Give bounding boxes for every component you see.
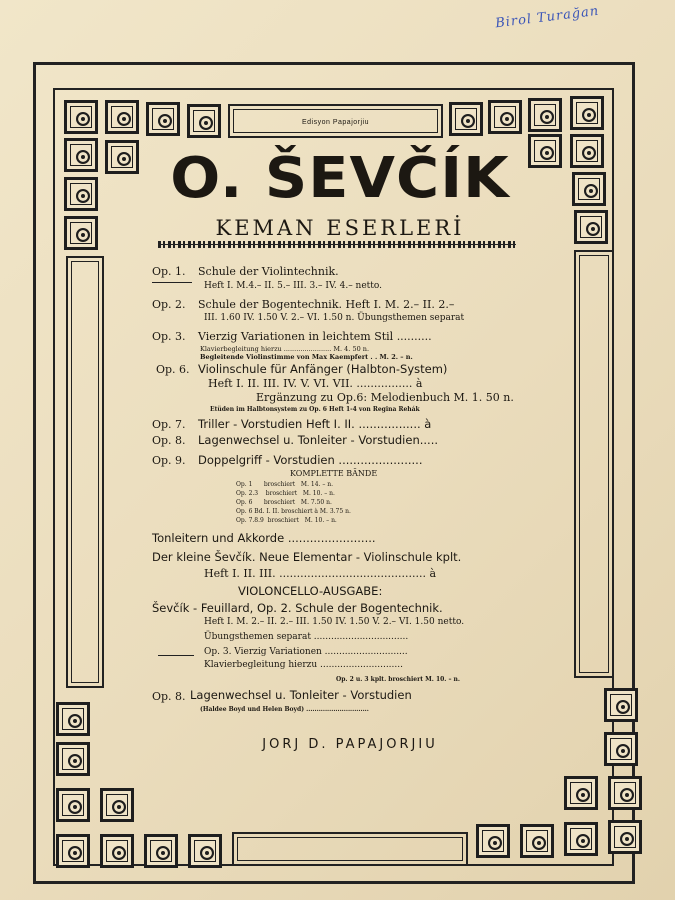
side-bar-left	[66, 256, 104, 688]
work-title: Der kleine Ševčík. Neue Elementar - Violinschule kplt.	[152, 550, 462, 564]
opus-number: Op. 7.	[152, 418, 186, 431]
ornament-tile	[56, 834, 90, 868]
composer-name: O. ŠEVČÍK	[170, 146, 510, 211]
handwritten-signature: Birol Turağan	[494, 3, 601, 32]
opus-title: Vierzig Variationen in leichtem Stil ..........	[198, 330, 432, 343]
ornament-tile	[476, 824, 510, 858]
opus-number: Op. 8.	[152, 690, 186, 703]
dash-rule	[158, 655, 194, 656]
ornament-tile	[188, 834, 222, 868]
ornament-tile	[56, 788, 90, 822]
opus-title: Schule der Violintechnik.	[198, 265, 339, 278]
ornament-tile	[105, 100, 139, 134]
opus-number: Op. 8.	[152, 434, 186, 447]
komplette-item: Op. 1 broschiert M. 14. – n.	[236, 481, 334, 488]
opus-number: Op. 2.	[152, 298, 186, 311]
bottom-bar	[232, 832, 468, 866]
opus-hefts: Heft I. II. III. .......................................... à	[204, 567, 437, 580]
opus-number: Op. 9.	[152, 454, 186, 467]
opus-title: Schule der Bogentechnik. Heft I. M. 2.– II. 2.–	[198, 298, 455, 311]
edition-label-box	[228, 104, 443, 138]
opus-number: Op. 3.	[152, 330, 186, 343]
ornament-tile	[100, 834, 134, 868]
section-heading: VIOLONCELLO-AUSGABE:	[238, 584, 383, 598]
opus-detail: Klavierbegleitung hierzu ....................... M. 4. 50 n.	[200, 345, 370, 353]
ornament-tile	[574, 210, 608, 244]
ornament-tile	[146, 102, 180, 136]
komplette-heading: KOMPLETTE BÄNDE	[290, 469, 378, 478]
opus-detail: (Haldee Boyd und Helen Boyd) ..............................	[200, 706, 369, 713]
opus-title: Lagenwechsel u. Tonleiter - Vorstudien	[190, 688, 412, 702]
opus-detail: Begleitende Violinstimme von Max Kaempfert . . M. 2. – n.	[200, 353, 413, 361]
komplette-item: Op. 2.3 broschiert M. 10. – n.	[236, 490, 335, 497]
komplette-item: Op. 7.8.9 broschiert M. 10. – n.	[236, 517, 337, 524]
ornament-tile	[488, 100, 522, 134]
subtitle: KEMAN ESERLERİ	[215, 216, 465, 240]
publisher-name: JORJ D. PAPAJORJIU	[262, 737, 438, 752]
ornament-rule	[158, 241, 516, 248]
side-bar-right	[574, 250, 614, 678]
opus-title: Violinschule für Anfänger (Halbton-System)	[198, 362, 448, 376]
ornament-tile	[520, 824, 554, 858]
underline-rule	[152, 282, 192, 283]
ornament-tile	[449, 102, 483, 136]
work-title: Ševčík - Feuillard, Op. 2. Schule der Bogentechnik.	[152, 601, 443, 615]
ornament-tile	[604, 732, 638, 766]
opus-detail: Ergänzung zu Op.6: Melodienbuch M. 1. 50 n.	[256, 391, 514, 404]
opus-detail: Übungsthemen separat .................................	[204, 632, 409, 642]
ornament-tile	[528, 98, 562, 132]
ornament-tile	[187, 104, 221, 138]
ornament-tile	[570, 134, 604, 168]
opus-hefts: Heft I. II. III. IV. V. VI. VII. ................ à	[208, 377, 423, 390]
ornament-tile	[105, 140, 139, 174]
opus-hefts: III. 1.60 IV. 1.50 V. 2.– VI. 1.50 n. Übungsthemen separat	[204, 313, 465, 323]
ornament-tile	[570, 96, 604, 130]
opus-detail: Klavierbegleitung hierzu .............................	[204, 660, 403, 670]
edition-label: Edisyon Papajorjiu	[302, 119, 369, 126]
opus-title: Lagenwechsel u. Tonleiter - Vorstudien.....	[198, 433, 439, 447]
ornament-tile	[64, 100, 98, 134]
ornament-tile	[100, 788, 134, 822]
ornament-tile	[64, 177, 98, 211]
ornament-tile	[564, 776, 598, 810]
ornament-tile	[56, 702, 90, 736]
opus-title: Triller - Vorstudien Heft I. II. ................. à	[198, 417, 432, 431]
ornament-tile	[144, 834, 178, 868]
ornament-tile	[608, 776, 642, 810]
opus-number: Op. 1.	[152, 265, 186, 278]
opus-number: Op. 6.	[156, 363, 190, 376]
ornament-tile	[608, 820, 642, 854]
ornament-tile	[572, 172, 606, 206]
work-title: Tonleitern und Akkorde ........................	[152, 531, 376, 545]
ornament-tile	[64, 216, 98, 250]
komplette-item: Op. 6 broschiert M. 7.50 n.	[236, 499, 332, 506]
ornament-tile	[64, 138, 98, 172]
komplette-item: Op. 6 Bd. I. II. broschiert à M. 3.75 n.	[236, 508, 351, 515]
opus-detail: Etüden im Halbtonsystem zu Op. 6 Heft 1-4 von Regina Rehák	[210, 406, 420, 413]
ornament-tile	[564, 822, 598, 856]
opus-hefts: Heft I. M. 2.– II. 2.– III. 1.50 IV. 1.50 V. 2.– VI. 1.50 netto.	[204, 617, 465, 627]
opus-title: Doppelgriff - Vorstudien .......................	[198, 453, 423, 467]
opus-title: Op. 3. Vierzig Variationen .............................	[204, 647, 408, 657]
opus-detail: Op. 2 u. 3 kplt. broschiert M. 10. – n.	[336, 676, 461, 683]
ornament-tile	[604, 688, 638, 722]
ornament-tile	[56, 742, 90, 776]
opus-hefts: Heft I. M.4.– II. 5.– III. 3.– IV. 4.– netto.	[204, 281, 383, 291]
